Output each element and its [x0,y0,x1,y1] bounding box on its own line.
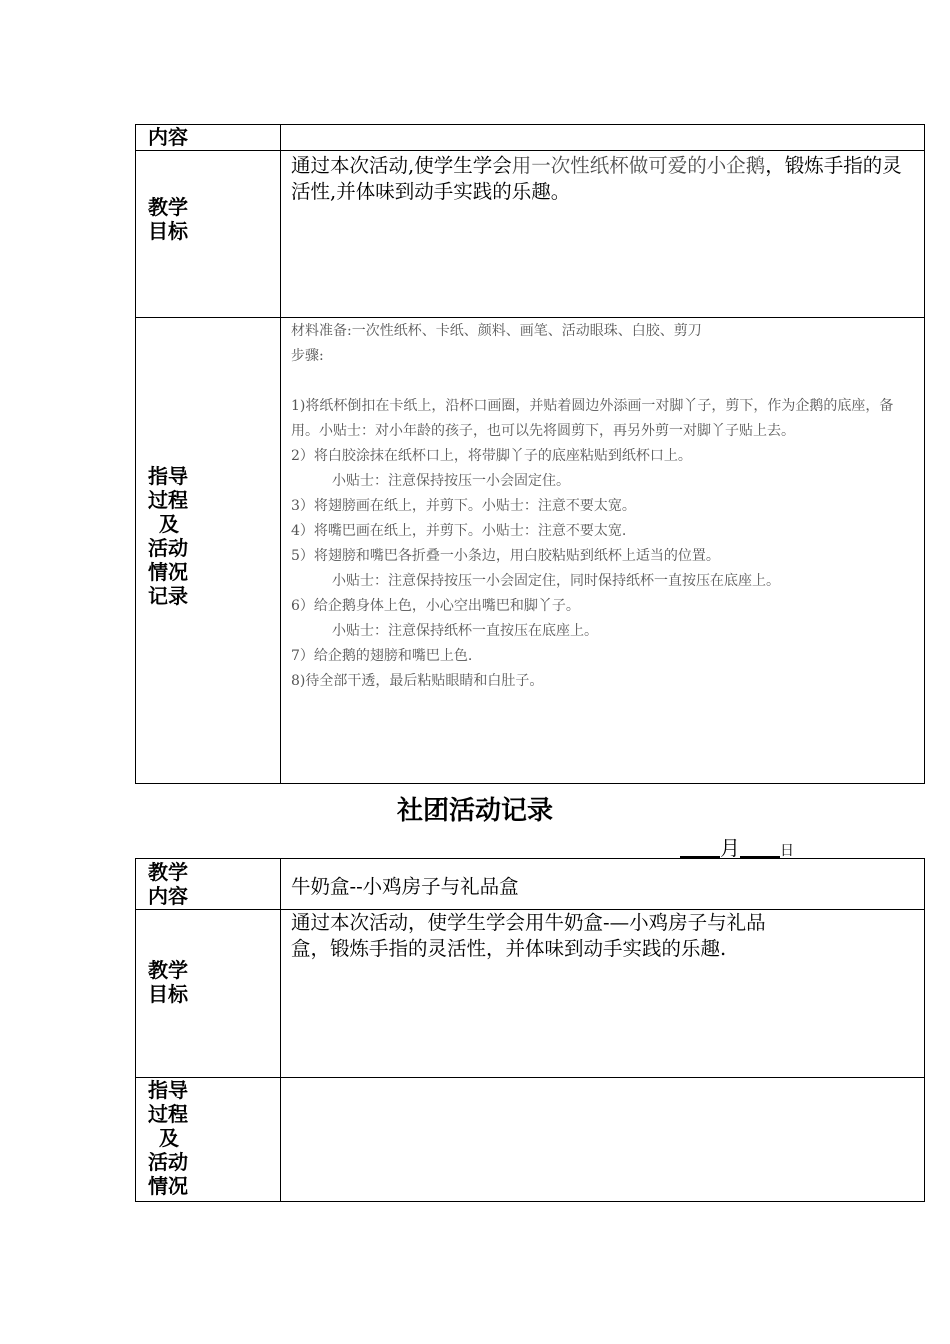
content-value-cell [281,125,925,151]
goal-label-line: 教学 [148,195,188,219]
step-item: 3）将翅膀画在纸上，并剪下。小贴士：注意不要太宽。 [291,498,636,514]
content-label-line: 内容 [148,884,188,908]
goal-text-cell [281,151,925,318]
process-record-cell [281,1078,925,1202]
goal-text-line: 通过本次活动，使学生学会用牛奶盒-—小鸡房子与礼品 [291,911,766,934]
process-label-line: 情况 [148,559,188,584]
process-label-line: 活动 [148,535,188,560]
process-label-cell [136,318,281,784]
page-title: 社团活动记录 [396,796,553,826]
month-label: 月 [720,836,740,860]
process-label-line: 记录 [148,583,188,608]
goal-label-line: 教学 [148,957,188,982]
content-value: 牛奶盒--小鸡房子与礼品盒 [291,875,519,898]
process-label-line: 过程 [148,1102,188,1126]
process-label-line: 及 [159,1126,179,1150]
content-label-cell [136,125,281,151]
day-blank [740,836,780,858]
bottom-record-table [135,858,925,1202]
step-item: 8)待全部干透，最后粘贴眼睛和白肚子。 [291,673,544,689]
step-item: 1)将纸杯倒扣在卡纸上，沿杯口画圈，并贴着圆边外添画一对脚丫子，剪下，作为企鹅的底座，备用。小贴士：对小年龄的孩子，也可以先将圆剪下，再另外剪一对脚丫子贴上去。 [291,398,894,439]
content-value-cell [281,859,925,910]
goal-text-part: ，锻炼手指的灵活性,并体味到动手实践的乐趣。 [291,154,902,203]
content-label-cell [136,859,281,910]
steps-heading: 步骤: [291,348,324,364]
goal-text-highlight: 用一次性纸杯做可爱的小企鹅 [511,154,766,177]
process-label-line: 及 [159,511,179,536]
step-item: 4）将嘴巴画在纸上，并剪下。小贴士：注意不要太宽. [291,523,627,539]
goal-label-cell [136,910,281,1078]
step-item: 7）给企鹅的翅膀和嘴巴上色. [291,648,473,664]
step-tip: 小贴士：注意保持按压一小会固定住。 [332,473,570,489]
month-blank [680,836,720,858]
process-label-line: 指导 [148,1078,188,1102]
process-label-line: 情况 [148,1174,188,1198]
date-line [680,832,794,861]
step-item: 6）给企鹅身体上色，小心空出嘴巴和脚丫子。 [291,598,580,614]
goal-text-line: 盒，锻炼手指的灵活性，并体味到动手实践的乐趣. [291,937,727,960]
goal-text-cell [281,910,925,1078]
process-label-cell [136,1078,281,1202]
top-record-table [135,124,925,784]
goal-label-line: 目标 [148,981,188,1006]
day-label: 日 [780,843,794,859]
step-tip: 小贴士：注意保持按压一小会固定住，同时保持纸杯一直按压在底座上。 [332,573,780,589]
content-label: 内容 [148,125,188,149]
step-tip: 小贴士：注意保持纸杯一直按压在底座上。 [332,623,598,639]
goal-text-part: 通过本次活动,使学生学会 [291,154,512,177]
step-item: 5）将翅膀和嘴巴各折叠一小条边，用白胶粘贴到纸杯上适当的位置。 [291,548,720,564]
goal-label-line: 目标 [148,219,188,243]
process-label-line: 指导 [148,463,188,488]
step-item: 2）将白胶涂抹在纸杯口上，将带脚丫子的底座粘贴到纸杯口上。 [291,448,692,464]
materials-line: 材料准备:一次性纸杯、卡纸、颜料、画笔、活动眼珠、白胶、剪刀 [291,323,702,339]
goal-label-cell [136,151,281,318]
content-label-line: 教学 [148,860,188,884]
process-label-line: 过程 [148,487,188,512]
process-steps-cell [281,318,925,784]
process-label-line: 活动 [148,1150,188,1174]
